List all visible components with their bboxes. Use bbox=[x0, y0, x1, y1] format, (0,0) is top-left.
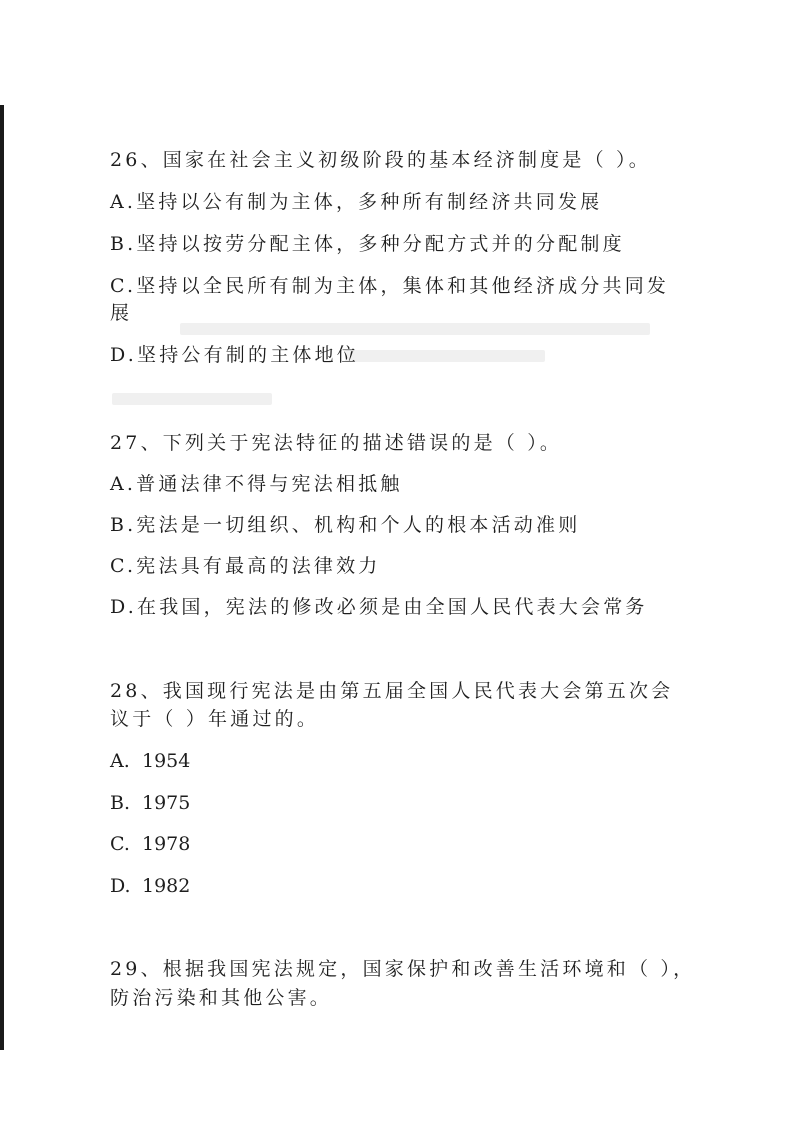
option-c: C.坚持以全民所有制为主体，集体和其他经济成分共同发 bbox=[110, 275, 670, 297]
option-b bbox=[110, 791, 190, 815]
option-value: 1982 bbox=[142, 875, 191, 897]
option-label: C. bbox=[110, 833, 130, 855]
option-c-continued: 展 bbox=[110, 302, 133, 324]
option-c: C.宪法具有最高的法律效力 bbox=[110, 555, 381, 577]
option-value: 1978 bbox=[142, 833, 191, 855]
option-d: D.在我国，宪法的修改必须是由全国人民代表大会常务 bbox=[110, 596, 648, 618]
option-label: A. bbox=[110, 750, 130, 772]
bleed-through-mark bbox=[180, 323, 650, 335]
option-value: 1954 bbox=[142, 750, 191, 772]
bleed-through-mark bbox=[112, 393, 272, 405]
question-stem: 27、下列关于宪法特征的描述错误的是（ ）。 bbox=[110, 432, 563, 454]
question-stem: 26、国家在社会主义初级阶段的基本经济制度是（ ）。 bbox=[110, 149, 651, 171]
option-c bbox=[110, 832, 190, 856]
option-label: D. bbox=[110, 875, 131, 897]
bleed-through-mark bbox=[345, 350, 545, 362]
option-b: B.坚持以按劳分配主体，多种分配方式并的分配制度 bbox=[110, 233, 625, 255]
question-stem-continued: 防治污染和其他公害。 bbox=[110, 987, 333, 1009]
option-value: 1975 bbox=[142, 792, 191, 814]
option-a bbox=[110, 749, 190, 773]
option-b: B.宪法是一切组织、机构和个人的根本活动准则 bbox=[110, 514, 581, 536]
question-stem-continued: 议于（ ）年通过的。 bbox=[110, 708, 320, 730]
option-d bbox=[110, 874, 190, 898]
scan-page-edge bbox=[0, 105, 4, 1050]
question-stem: 29、根据我国宪法规定，国家保护和改善生活环境和（ ）， bbox=[110, 958, 696, 980]
option-a: A.普通法律不得与宪法相抵触 bbox=[110, 473, 403, 495]
option-label: B. bbox=[110, 792, 131, 814]
option-a: A.坚持以公有制为主体，多种所有制经济共同发展 bbox=[110, 191, 603, 213]
option-d: D.坚持公有制的主体地位 bbox=[110, 344, 359, 366]
question-stem: 28、我国现行宪法是由第五届全国人民代表大会第五次会 bbox=[110, 680, 674, 702]
